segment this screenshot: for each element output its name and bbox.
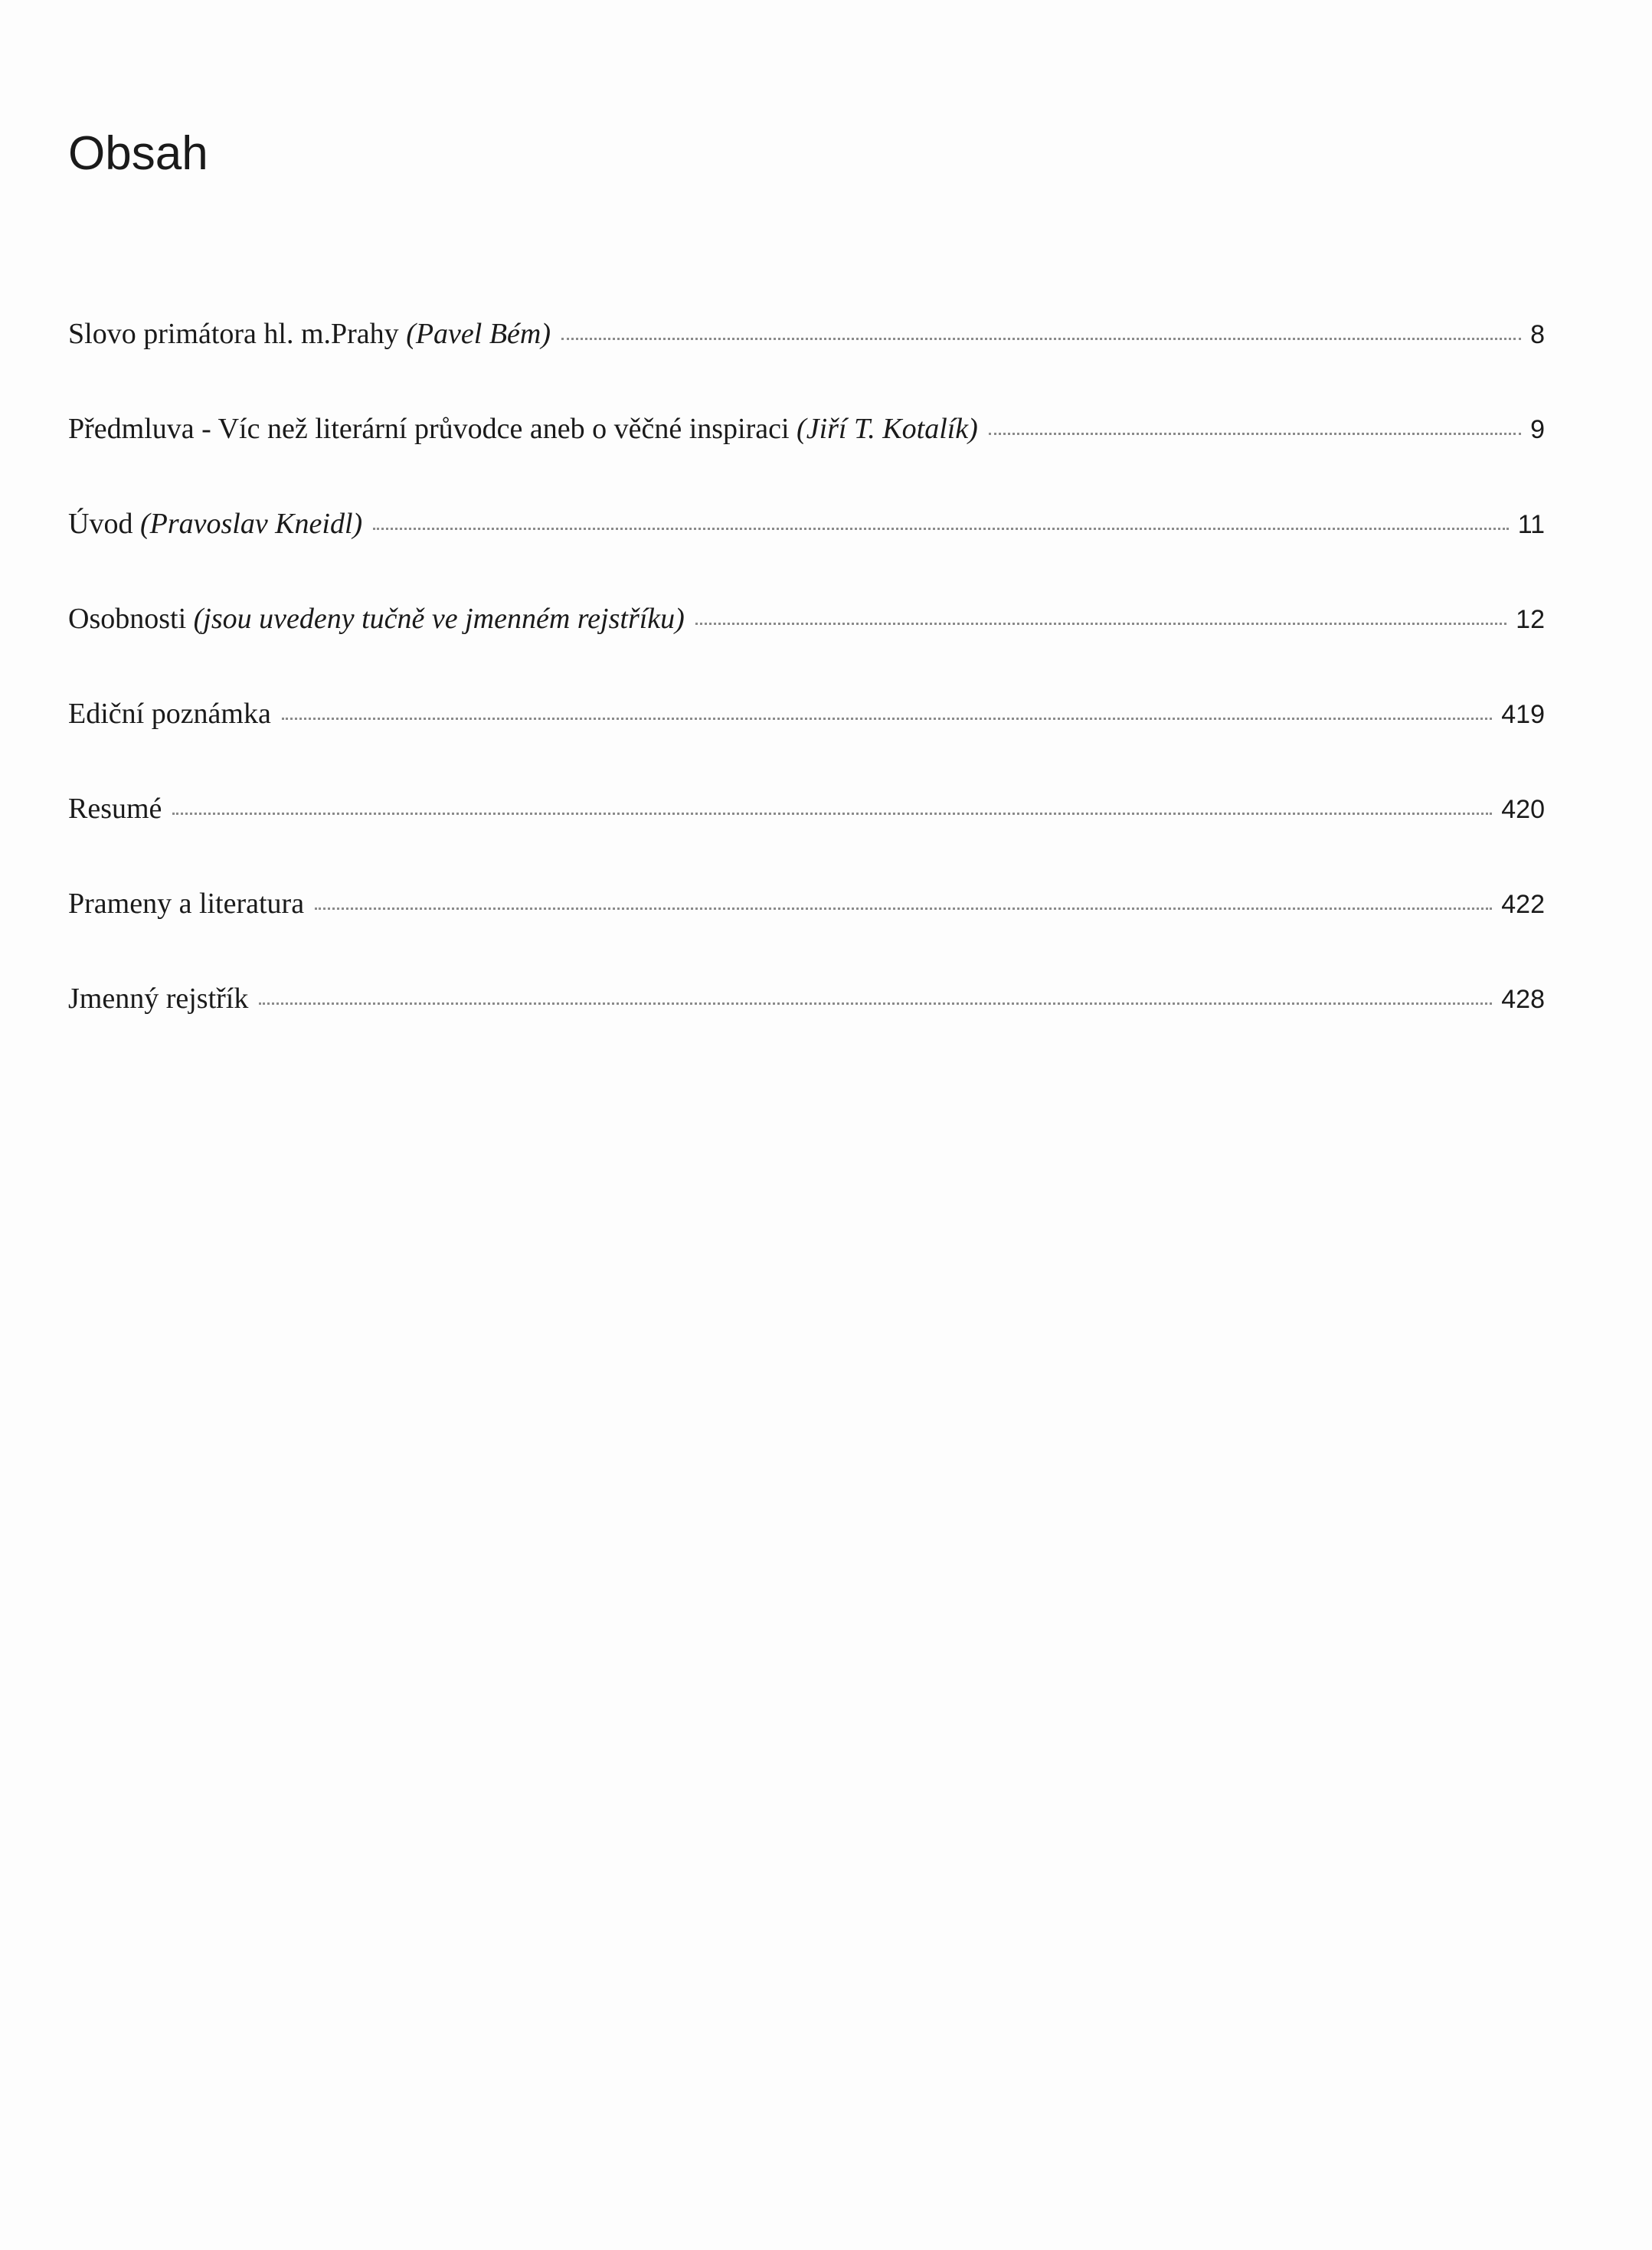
toc-page-number: 422 — [1501, 890, 1545, 919]
toc-entry-edicni-poznamka[interactable] — [68, 697, 1545, 792]
page-title: Obsah — [68, 127, 208, 180]
toc-entry-author: (Pavel Bém) — [406, 318, 551, 350]
toc-entry-author: (Jiří T. Kotalík) — [797, 413, 978, 445]
toc-entry-uvod[interactable] — [68, 507, 1545, 602]
toc-page-number: 428 — [1501, 985, 1545, 1014]
dot-leader — [172, 813, 1492, 815]
toc-page-number: 9 — [1530, 415, 1545, 444]
dot-leader — [561, 338, 1521, 340]
toc-entry-osobnosti[interactable] — [68, 602, 1545, 697]
dot-leader — [695, 623, 1506, 625]
dot-leader — [989, 433, 1521, 435]
toc-page-number: 419 — [1501, 700, 1545, 729]
toc-entry-title-wrap — [68, 507, 362, 541]
toc-entry-title: Resumé — [68, 793, 162, 825]
dot-leader — [282, 718, 1492, 720]
toc-entry-prameny[interactable] — [68, 887, 1545, 982]
toc-entry-title: Úvod — [68, 508, 133, 540]
dot-leader — [373, 528, 1509, 530]
toc-entry-title: Slovo primátora hl. m.Prahy — [68, 318, 399, 350]
dot-leader — [259, 1002, 1492, 1005]
toc-entry-predmluva[interactable] — [68, 412, 1545, 507]
dot-leader — [315, 908, 1492, 910]
table-of-contents — [68, 317, 1545, 1077]
toc-entry-author: (Pravoslav Kneidl) — [139, 508, 363, 540]
toc-entry-title: Prameny a literatura — [68, 888, 305, 920]
toc-page-number: 12 — [1516, 605, 1545, 634]
toc-entry-title-wrap — [68, 317, 551, 351]
toc-entry-author: (jsou uvedeny tučně ve jmenném rejstříku) — [193, 603, 685, 635]
toc-entry-title: Jmenný rejstřík — [68, 983, 249, 1015]
toc-entry-title: Osobnosti — [68, 603, 187, 635]
toc-entry-title: Ediční poznámka — [68, 698, 271, 730]
toc-entry-title: Předmluva - Víc než literární průvodce aneb o věčné inspiraci — [68, 413, 790, 445]
toc-entry-resume[interactable] — [68, 792, 1545, 887]
toc-entry-title-wrap — [68, 602, 685, 636]
toc-page-number: 420 — [1501, 795, 1545, 824]
toc-entry-jmenny-rejstrik[interactable] — [68, 982, 1545, 1077]
toc-page-number: 11 — [1517, 510, 1545, 539]
toc-entry-title-wrap — [68, 412, 978, 446]
toc-entry-slovo-primatora[interactable] — [68, 317, 1545, 412]
toc-page-number: 8 — [1530, 320, 1545, 349]
